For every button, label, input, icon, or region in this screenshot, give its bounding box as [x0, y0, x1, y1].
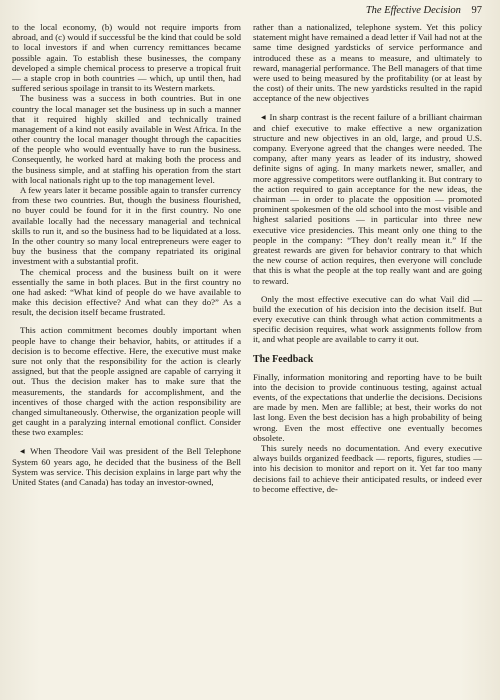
- example-marker-icon: ◀: [261, 114, 266, 121]
- paragraph-left-1: to the local economy, (b) would not require imports from abroad, and (c) would if successful be the kind that could be sold to local investors if and when currency remittances became possible again. To establish these businesses, the company developed a simple chemical process to preserve a tropical fruit — a staple crop in both countries — which, up until then, had suffered serious spoilage in transit to its Western markets.: [12, 22, 241, 94]
- paragraph-left-6: When Theodore Vail was president of the Bell Telephone System 60 years ago, he decided that the business of the Bell System was service. This decision explains in large part why the United States (and Canada) has today an investor-owned,: [12, 445, 242, 488]
- paragraph-left-3: A few years later it became possible again to transfer currency from these two countries. But, though the business flourished, no buyer could be found for it in the first country. No one available locally had the necessary managerial and technical skills to run it, and so the business had to be liquidated at a loss. In the other country so many local entrepreneurs were eager to buy the business that the company repatriated its original investment with a substantial profit.: [12, 185, 241, 267]
- paragraph-right-3: Only the most effective executive can do what Vail did — build the execution of his decision into the decision itself. But every executive can think through what action commitments a specific decision requires, what work assignments follow from it, and what people are available to carry it out.: [253, 293, 482, 345]
- paragraph-feedback-2: This surely needs no documentation. And every executive always builds organized feedback — reports, figures, studies — into his decision to monitor and report on it. Yet far too many decisions fail to achieve their anticipated results, or indeed ever to become effective, de-: [253, 442, 482, 494]
- right-column: [253, 22, 482, 494]
- running-title: The Effective Decision: [365, 5, 461, 16]
- example-paragraph-chairman: [253, 112, 482, 286]
- left-column: [12, 22, 241, 487]
- section-heading-feedback: The Feedback: [253, 353, 314, 365]
- paragraph-feedback-1: Finally, information monitoring and reporting have to be built into the decision to provide continuous testing, against actual events, of the expectations that underlie the decisions. Decisions are made by men. Men are fallible; at best, their works do not last long. Even the best decision has a high probability of being wrong. Even the most effective one eventually becomes obsolete.: [253, 371, 482, 443]
- page-number: 97: [471, 5, 482, 16]
- paragraph-left-4: The chemical process and the business built on it were essentially the same in both places. But in the first country no one had asked: “What kind of people do we have available to make this decision effective? And what can they do?” As a result, the decision itself became frustrated.: [12, 266, 241, 318]
- paragraph-right-2: In sharp contrast is the recent failure of a brilliant chairman and chief executive to make effective a new organization structure and new objectives in an old, large, and proud U.S. company. Everyone agreed that the changes were needed. The company, after many years as leader of its industry, showed definite signs of aging. In many markets newer, smaller, and more aggressive competitors were outflanking it. But contrary to the action required to gain acceptance for the new ideas, the chairman — in order to placate the opposition — promoted prominent spokesmen of the old school into the most visible and highest salaried positions — in particular into three new executive vice presidencies. This meant only one thing to the people in the company: “They don’t really mean it.” If the greatest rewards are given for behavior contrary to that which the new course of action requires, then everyone will conclude that this is what the people at the top really want and are going to reward.: [253, 111, 482, 286]
- paragraph-right-1: rather than a nationalized, telephone system. Yet this policy statement might have remained a dead letter if Vail had not at the same time designed yardsticks of service performance and introduced these as a means to measure, and ultimately to reward, managerial performance. The Bell managers of that time were used to being measured by the profitability (or at least by the cost) of their units. The new yardsticks resulted in the rapid acceptance of the new objectives: [253, 22, 482, 104]
- paragraph-left-5: This action commitment becomes doubly important when people have to change their behavior, habits, or attitudes if a decision is to become effective. Here, the executive must make sure not only that the responsibility for the action is clearly assigned, but that the people assigned are capable of carrying it out. Thus the decision maker has to make sure that the measurements, the standards for accomplishment, and the incentives of those charged with the action responsibility are changed simultaneously. Otherwise, the organization people will get caught in a paralyzing internal emotional conflict. Consider these two examples:: [12, 325, 241, 438]
- example-marker-icon: ◀: [20, 448, 26, 455]
- paragraph-left-2: The business was a success in both countries. But in one country the local manager set the business up in such a manner that it required highly skilled and technically trained management of a kind not easily available in West Africa. In the other country the local manager thought through the capacities of the people who would eventually have to run the business. Consequently, he worked hard at making both the process and the business simple, and at staffing his operation from the start with local nationals right up to the top management level.: [12, 93, 241, 185]
- text-columns: [12, 22, 482, 494]
- running-header: [12, 4, 482, 18]
- example-paragraph-vail: [12, 446, 241, 488]
